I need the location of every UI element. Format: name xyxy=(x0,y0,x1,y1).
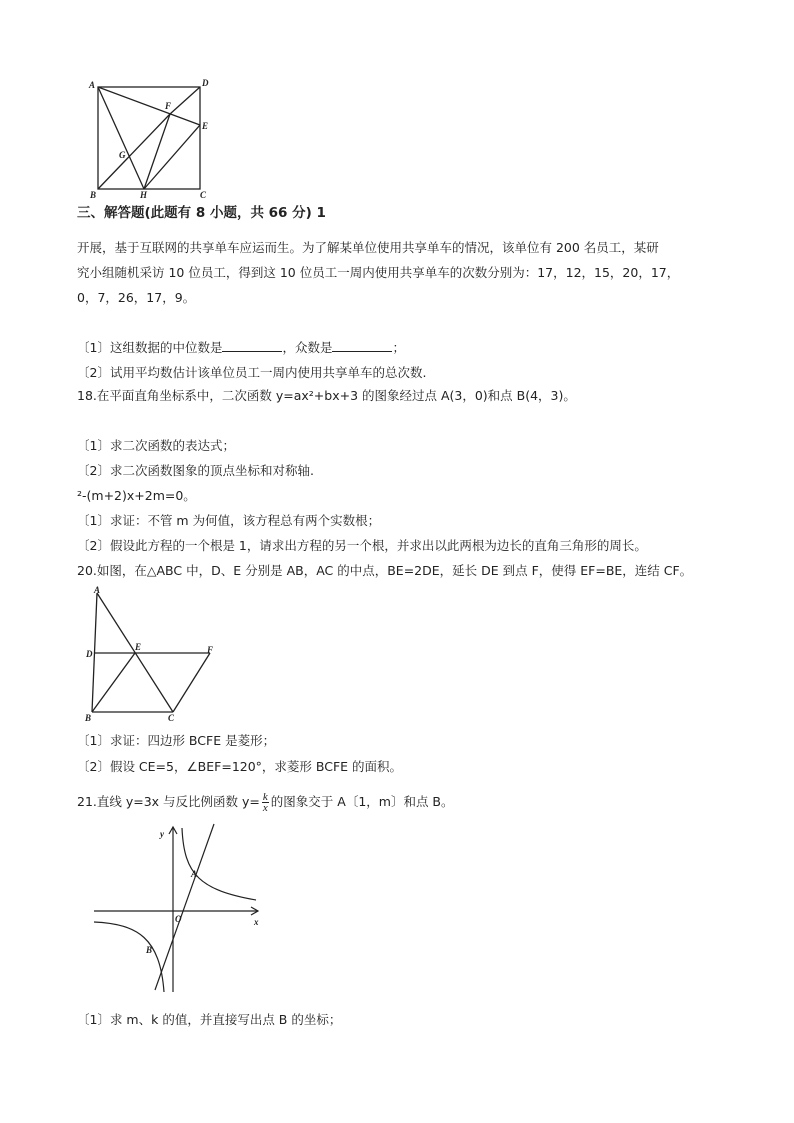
fraction-denominator: x xyxy=(262,802,268,814)
label-B: B xyxy=(85,713,92,723)
label-F: F xyxy=(165,101,172,111)
q17-part1-text-a: 〔1〕这组数据的中位数是 xyxy=(77,340,223,355)
label-G: G xyxy=(119,150,126,160)
line-AE xyxy=(98,87,200,125)
q20-part1: 〔1〕求证：四边形 BCFE 是菱形； xyxy=(77,733,276,748)
rhombus-figure xyxy=(82,584,222,726)
label-C: C xyxy=(200,190,207,200)
q21-part1: 〔1〕求 m、k 的值，并直接写出点 B 的坐标； xyxy=(77,1012,342,1027)
graph-figure xyxy=(90,820,270,998)
label-F: F xyxy=(207,645,214,655)
square-figure xyxy=(86,78,216,200)
q18-part1: 〔1〕求二次函数的表达式； xyxy=(77,438,235,453)
label-A: A xyxy=(94,585,101,595)
label-x: x xyxy=(254,917,259,927)
q17-part1-text-c: ； xyxy=(392,340,405,355)
q18-stem: 18.在平面直角坐标系中，二次函数 y=ax²+bx+3 的图象经过点 A(3，0)和点 B(4，3)。 xyxy=(77,388,576,403)
q17-part1 xyxy=(77,340,405,356)
label-D: D xyxy=(86,649,93,659)
q19-part2: 〔2〕假设此方程的一个根是 1，请求出方程的另一个根，并求出以此两根为边长的直角三角形的周长。 xyxy=(77,538,647,553)
q18-part2: 〔2〕求二次函数图象的顶点坐标和对称轴. xyxy=(77,463,314,478)
q21-stem-text-a: 21.直线 y=3x 与反比例函数 y= xyxy=(77,794,260,809)
line-HE xyxy=(144,125,200,189)
label-O: O xyxy=(175,914,182,924)
q21-stem-text-b: 的图象交于 A〔1，m〕和点 B。 xyxy=(270,794,454,809)
hyperbola-branch-2 xyxy=(94,922,164,992)
line-BE xyxy=(92,653,135,712)
mode-blank[interactable] xyxy=(332,340,392,352)
q21-stem xyxy=(77,792,454,813)
label-D: D xyxy=(202,78,209,88)
label-B: B xyxy=(90,190,97,200)
q17-part1-text-b: ，众数是 xyxy=(282,340,333,355)
label-A: A xyxy=(191,869,198,879)
section-title: 三、解答题(此题有 8 小题，共 66 分) 1 xyxy=(77,205,326,221)
label-B: B xyxy=(146,945,153,955)
label-E: E xyxy=(202,121,209,131)
line-HF xyxy=(144,114,170,189)
line-BF xyxy=(98,114,170,189)
line-AH xyxy=(98,87,144,189)
label-y: y xyxy=(160,829,164,839)
q20-stem: 20.如图，在△ABC 中，D、E 分别是 AB，AC 的中点，BE=2DE，延长 DE 到点 F，使得 EF=BE，连结 CF。 xyxy=(77,563,693,578)
q17-part2: 〔2〕试用平均数估计该单位员工一周内使用共享单车的总次数. xyxy=(77,365,427,380)
q19-part1: 〔1〕求证：不管 m 为何值，该方程总有两个实数根； xyxy=(77,513,381,528)
label-E: E xyxy=(135,642,142,652)
label-H: H xyxy=(140,190,148,200)
label-A: A xyxy=(89,80,96,90)
k-over-x-fraction xyxy=(262,792,269,813)
fraction-numerator: k xyxy=(262,791,268,803)
q17-line3: 0，7，26，17，9。 xyxy=(77,290,196,305)
line-CF xyxy=(173,653,210,712)
q20-part2: 〔2〕假设 CE=5，∠BEF=120°，求菱形 BCFE 的面积。 xyxy=(77,759,403,774)
hyperbola-branch-1 xyxy=(182,828,256,900)
q19-stem: ²-(m+2)x+2m=0。 xyxy=(77,488,196,503)
q17-line2: 究小组随机采访 10 位员工，得到这 10 位员工一周内使用共享单车的次数分别为：17，12，15，20，17， xyxy=(77,265,680,280)
q17-line1: 开展，基于互联网的共享单车应运而生。为了解某单位使用共享单车的情况，该单位有 200 名员工，某研 xyxy=(77,240,659,255)
label-C: C xyxy=(168,713,175,723)
median-blank[interactable] xyxy=(222,340,282,352)
line-FD xyxy=(170,87,200,114)
